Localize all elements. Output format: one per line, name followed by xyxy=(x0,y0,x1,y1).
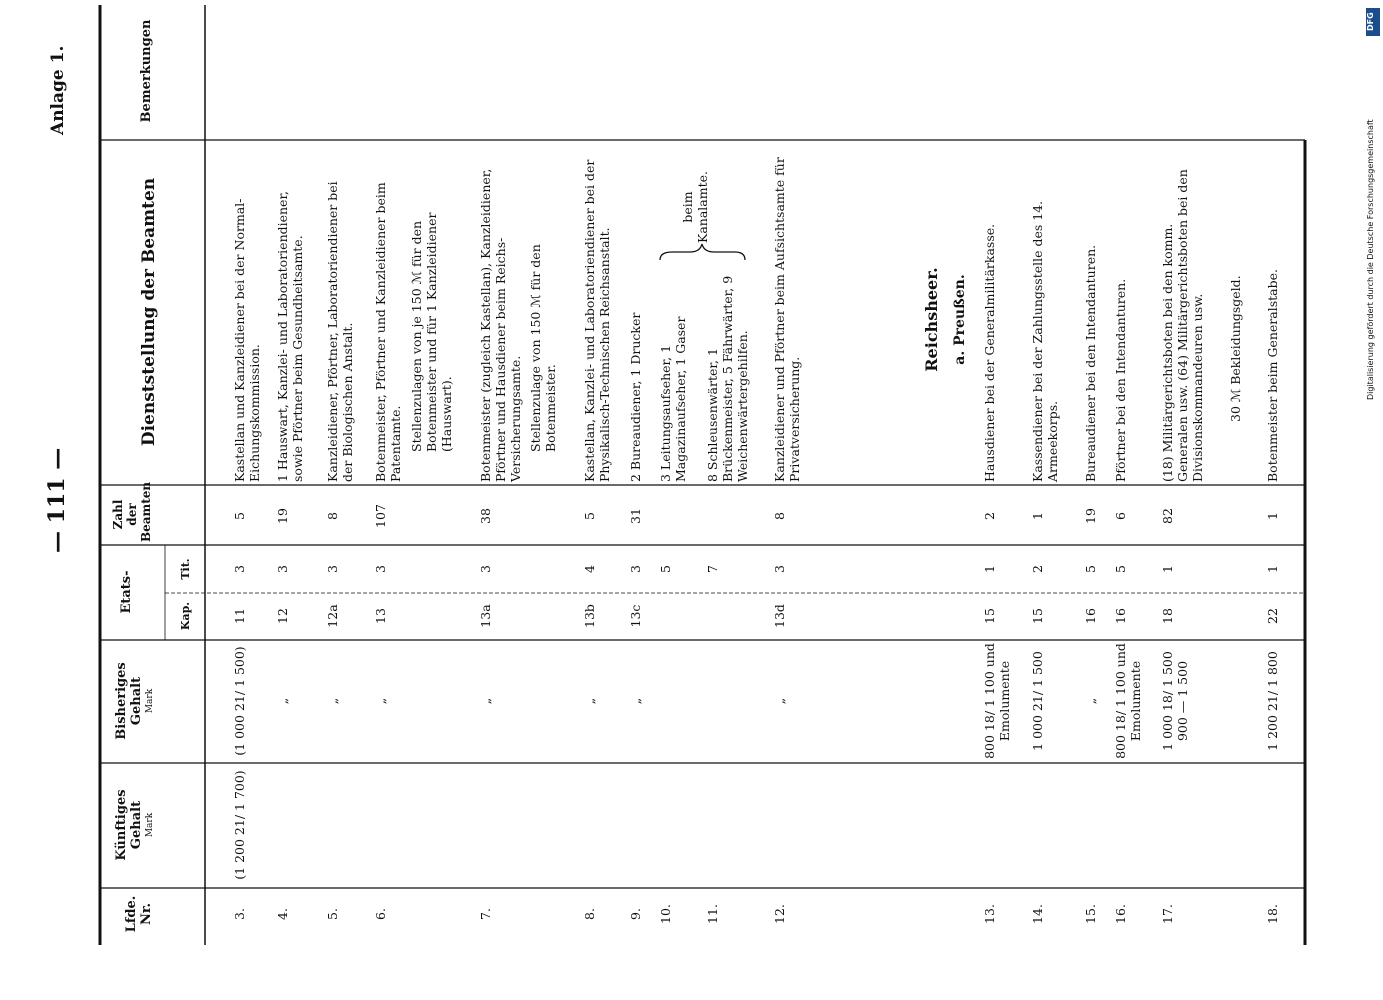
row-dienst: Botenmeister, Pförtner und Kanzleidiener beim Patentamte. xyxy=(373,182,403,482)
row-dienst: Kastellan, Kanzlei- und Laboratoriendiener bei der Physikalisch-Technischen Reichsanstalt. xyxy=(582,159,612,482)
row-kap: 15 xyxy=(982,608,997,624)
row-bisher: (1 000 21/ 1 500) xyxy=(232,646,247,756)
row-kuenftig: (1 200 21/ 1 700) xyxy=(232,770,247,880)
row-dienst: 2 Bureaudiener, 1 Drucker xyxy=(628,312,643,482)
row-bisher: 1 000 21/ 1 500 xyxy=(1030,651,1045,751)
section-reichsheer: Reichsheer. xyxy=(922,267,941,372)
row-bisher: 800 18/ 1 100 und Emolumente xyxy=(1113,643,1143,759)
row-tit: 5 xyxy=(1083,565,1098,573)
row-nr: 9. xyxy=(628,908,643,920)
row-zahl: 82 xyxy=(1160,508,1175,524)
header-kuenftiges-gehalt xyxy=(115,765,155,885)
row-tit: 3 xyxy=(628,565,643,573)
row-nr: 4. xyxy=(275,908,290,920)
row-dienst: (18) Militärgerichtsboten bei den komm. Generalen usw. (64) Militärgerichtsboten bei den Divisionskommandeuren usw. xyxy=(1160,169,1205,482)
row-dienst: 3 Leitungsaufseher, 1 Magazinaufseher, 1 Gaser xyxy=(658,316,688,482)
row-kap: 13a xyxy=(478,604,493,628)
row-bisher: 1 000 18/ 1 500 900 — 1 500 xyxy=(1160,651,1190,751)
row-dienst: Kassendiener bei der Zahlungsstelle des 14. Armeekorps. xyxy=(1030,200,1060,482)
row-tit: 3 xyxy=(772,565,787,573)
row-dienst: Botenmeister beim Generalstabe. xyxy=(1265,269,1280,482)
row-zahl: 31 xyxy=(628,508,643,524)
row-zahl: 6 xyxy=(1113,512,1128,520)
row-tit: 2 xyxy=(1030,565,1045,573)
row-dienst: Kanzleidiener und Pförtner beim Aufsichtsamte für Privatversicherung. xyxy=(772,157,802,482)
row-zahl: 19 xyxy=(1083,508,1098,524)
header-zahl: Zahl der Beamten xyxy=(111,481,153,542)
row-kap: 11 xyxy=(232,608,247,624)
row-nr: 16. xyxy=(1113,904,1128,924)
row-dienst: 8 Schleusenwärter, 1 Brückenmeister, 5 Fährwärter, 9 Weichenwärtergehilfen. xyxy=(705,275,750,482)
row-nr: 3. xyxy=(232,908,247,920)
header-bemerkungen: Bemerkungen xyxy=(139,19,154,123)
row-kap: 16 xyxy=(1083,608,1098,624)
header-etats: Etats- xyxy=(119,570,134,614)
row-nr: 12. xyxy=(772,904,787,924)
header-bisheriges-gehalt xyxy=(115,640,155,762)
row-bisher: 1 200 21/ 1 800 xyxy=(1265,651,1280,751)
row-zahl: 2 xyxy=(982,512,997,520)
row-dienst: Botenmeister (zugleich Kastellan), Kanzleidiener, Pförtner und Hausdiener beim Reichs-Versicherungsamte. xyxy=(478,168,523,482)
row-tit: 3 xyxy=(275,565,290,573)
footer-credit: Digitalisierung gefördert durch die Deutsche Forschungsgemeinschaft xyxy=(1366,119,1375,400)
row-tit: 4 xyxy=(582,565,597,573)
page-number: — 111 — xyxy=(44,447,70,553)
row-bisher: „ xyxy=(478,697,493,705)
header-lfd-nr: Lfde. Nr. xyxy=(124,895,154,933)
header-kap: Kap. xyxy=(179,601,192,631)
row-bisher: „ xyxy=(275,697,290,705)
row-nr: 15. xyxy=(1083,904,1098,924)
annex-label: Anlage 1. xyxy=(48,45,68,135)
row-bisher: „ xyxy=(1083,697,1098,705)
row-kap: 13d xyxy=(772,604,787,628)
header-bisheriges-unit: Mark xyxy=(144,688,155,714)
row-note: Stellenzulagen von je 150 ℳ für den Botenmeister und für 1 Kanzleidiener (Hauswart). xyxy=(409,212,454,452)
row-kap: 18 xyxy=(1160,608,1175,624)
row-tit: 3 xyxy=(373,565,388,573)
row-zahl: 38 xyxy=(478,508,493,524)
row-kap: 15 xyxy=(1030,608,1045,624)
header-tit: Tit. xyxy=(179,558,192,580)
row-tit: 1 xyxy=(1160,565,1175,573)
row-dienst: 1 Hauswart, Kanzlei- und Laboratoriendiener, sowie Pförtner beim Gesundheitsamte. xyxy=(275,190,305,482)
row-zahl: 8 xyxy=(772,512,787,520)
row-nr: 10. xyxy=(658,904,673,924)
row-tit: 5 xyxy=(658,565,673,573)
row-kap: 12 xyxy=(275,608,290,624)
row-zahl: 5 xyxy=(232,512,247,520)
row-dienst: Bureaudiener bei den Intendanturen. xyxy=(1083,244,1098,482)
row-bisher: „ xyxy=(772,697,787,705)
row-tit: 7 xyxy=(705,565,720,573)
row-dienst: Hausdiener bei der Generalmilitärkasse. xyxy=(982,223,997,482)
row-nr: 11. xyxy=(705,904,720,924)
row-kap: 13c xyxy=(628,604,643,628)
row-bisher: „ xyxy=(373,697,388,705)
row-zahl: 19 xyxy=(275,508,290,524)
row-zahl: 5 xyxy=(582,512,597,520)
row-brace-note: beim Kanalamte. xyxy=(680,171,710,243)
row-bisher: „ xyxy=(582,697,597,705)
row-nr: 8. xyxy=(582,908,597,920)
row-bisher: „ xyxy=(628,697,643,705)
row-dienst: Kastellan und Kanzleidiener bei der Normal-Eichungskommission. xyxy=(232,198,262,482)
row-nr: 18. xyxy=(1265,904,1280,924)
row-bisher: „ xyxy=(325,697,340,705)
header-dienststellung: Dienststellung der Beamten xyxy=(139,177,159,447)
row-bisher: 800 18/ 1 100 und Emolumente xyxy=(982,643,1012,759)
row-tit: 1 xyxy=(982,565,997,573)
row-nr: 14. xyxy=(1030,904,1045,924)
row-tit: 3 xyxy=(325,565,340,573)
row-kap: 13b xyxy=(582,604,597,628)
section-preussen: a. Preußen. xyxy=(952,274,968,365)
row-zahl: 107 xyxy=(373,504,388,528)
header-kuenftiges-label: Künftiges Gehalt xyxy=(114,789,144,861)
row-nr: 6. xyxy=(373,908,388,920)
row-tit: 3 xyxy=(478,565,493,573)
row-note: Stellenzulage von 150 ℳ für den Botenmeister. xyxy=(528,244,558,452)
row-kap: 22 xyxy=(1265,608,1280,624)
dfg-logo: DFG xyxy=(1366,8,1380,36)
row-kap: 13 xyxy=(373,608,388,624)
row-note: 30 ℳ Bekleidungsgeld. xyxy=(1228,275,1243,422)
row-zahl: 1 xyxy=(1030,512,1045,520)
row-tit: 1 xyxy=(1265,565,1280,573)
header-bisheriges-label: Bisheriges Gehalt xyxy=(114,662,144,740)
row-nr: 17. xyxy=(1160,904,1175,924)
row-zahl: 1 xyxy=(1265,512,1280,520)
row-tit: 3 xyxy=(232,565,247,573)
row-nr: 5. xyxy=(325,908,340,920)
row-nr: 13. xyxy=(982,904,997,924)
row-zahl: 8 xyxy=(325,512,340,520)
row-kap: 12a xyxy=(325,604,340,628)
row-dienst: Kanzleidiener, Pförtner, Laboratoriendiener bei der Biologischen Anstalt. xyxy=(325,181,355,482)
header-kuenftiges-unit: Mark xyxy=(144,812,155,838)
row-kap: 16 xyxy=(1113,608,1128,624)
row-nr: 7. xyxy=(478,908,493,920)
row-tit: 5 xyxy=(1113,565,1128,573)
row-dienst: Pförtner bei den Intendanturen. xyxy=(1113,278,1128,482)
